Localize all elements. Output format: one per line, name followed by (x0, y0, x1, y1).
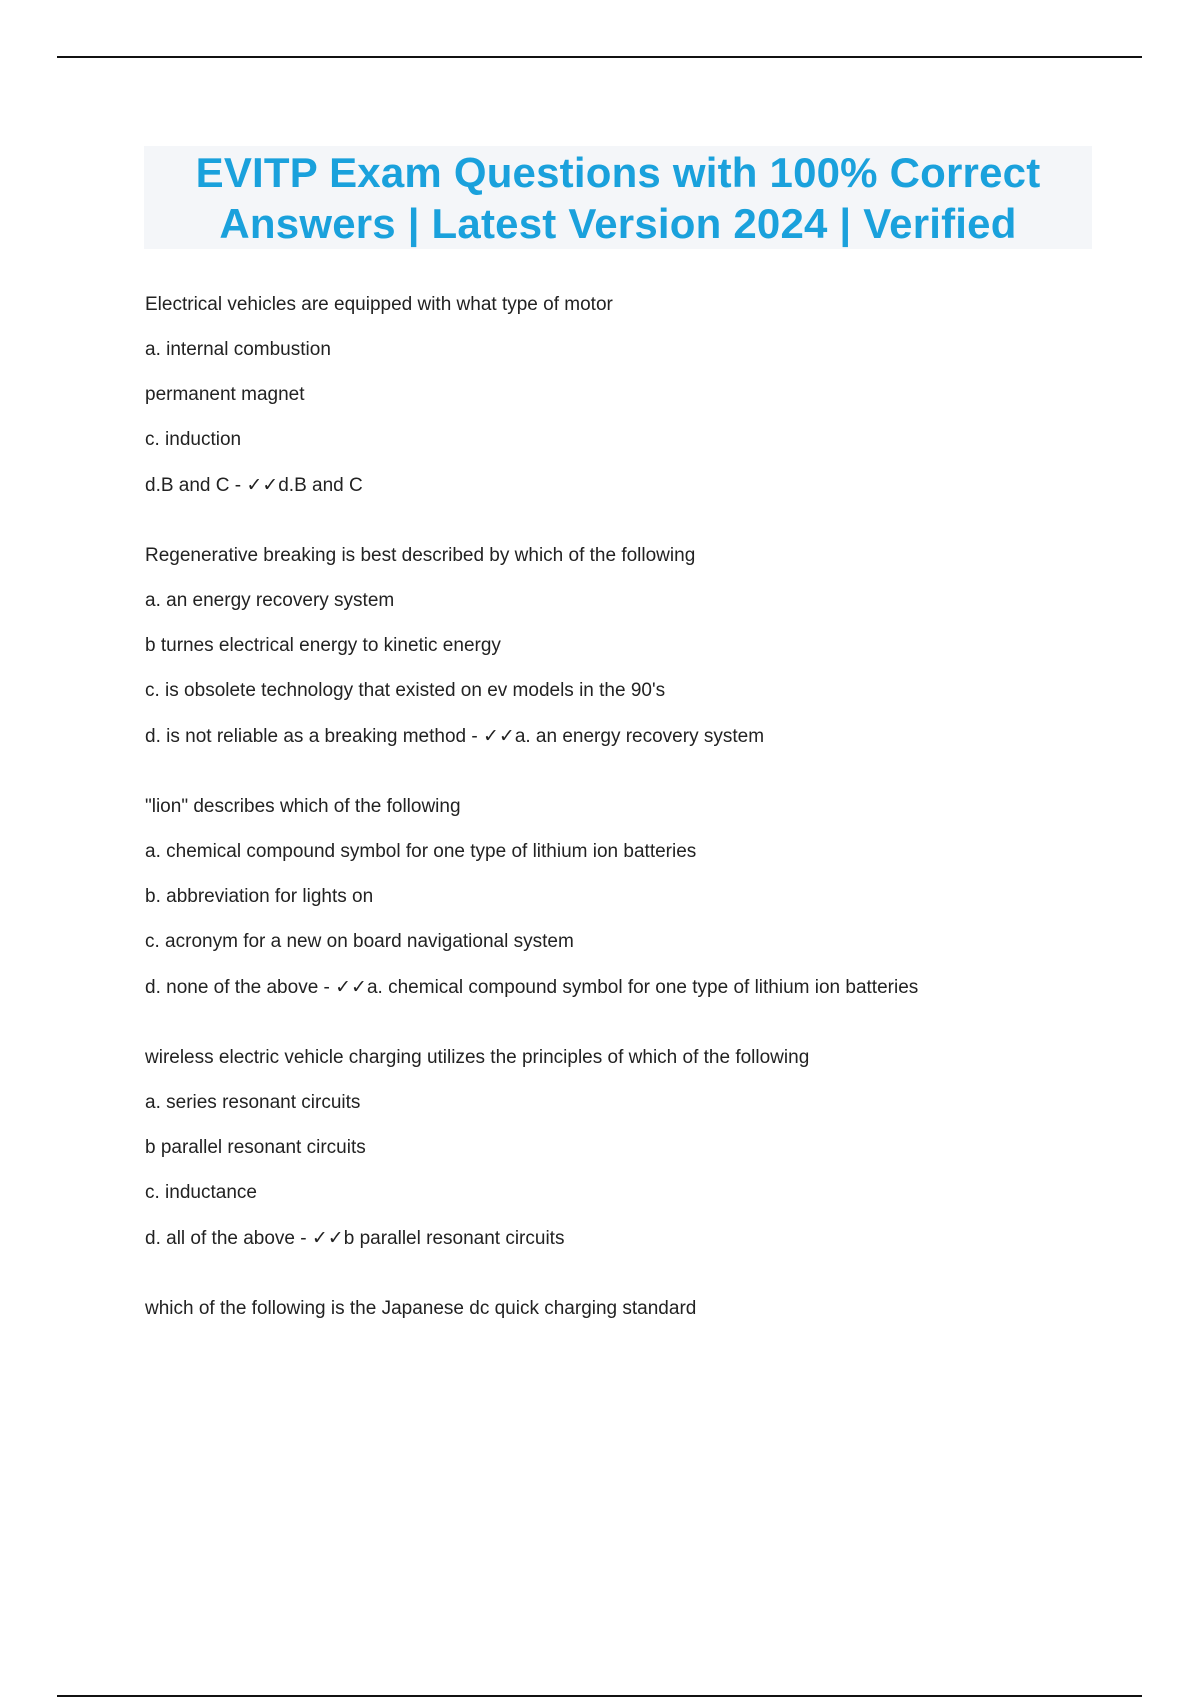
option-a: a. internal combustion (145, 339, 331, 360)
option-d-with-answer (145, 472, 1145, 499)
correct-answer: a. an energy recovery system (514, 726, 765, 747)
top-divider (57, 56, 1142, 58)
option-b: permanent magnet (145, 384, 305, 405)
option-d-with-answer (145, 723, 1145, 750)
option-c: c. acronym for a new on board navigational system (145, 931, 574, 952)
question-list (145, 292, 1145, 1366)
question-block (145, 543, 1145, 750)
option-a: a. an energy recovery system (145, 590, 395, 611)
question-block (145, 794, 1145, 1001)
option-a: a. series resonant circuits (145, 1092, 361, 1113)
check-mark-icon: ✓✓ (311, 1227, 344, 1249)
option-b: b turnes electrical energy to kinetic energy (145, 635, 501, 656)
correct-answer: d.B and C (278, 475, 363, 496)
option-c: c. is obsolete technology that existed on ev models in the 90's (145, 680, 666, 701)
question-text: wireless electric vehicle charging utilizes the principles of which of the following (145, 1047, 810, 1068)
question-block (145, 1045, 1145, 1252)
option-c: c. inductance (145, 1182, 257, 1203)
question-block (145, 292, 1145, 499)
correct-answer: a. chemical compound symbol for one type of lithium ion batteries (366, 977, 919, 998)
check-mark-icon: ✓✓ (335, 976, 367, 998)
option-d: d. none of the above - (145, 977, 336, 998)
title-banner (144, 146, 1092, 249)
option-c: c. induction (145, 429, 242, 450)
question-text: which of the following is the Japanese dc quick charging standard (145, 1298, 697, 1319)
bottom-divider (57, 1695, 1142, 1697)
question-block (145, 1296, 1145, 1322)
option-a: a. chemical compound symbol for one type of lithium ion batteries (145, 841, 697, 862)
option-d-with-answer (145, 1225, 1145, 1252)
correct-answer: b parallel resonant circuits (343, 1228, 565, 1249)
option-b: b parallel resonant circuits (145, 1137, 366, 1158)
question-text: "lion" describes which of the following (145, 796, 461, 817)
option-d: d. is not reliable as a breaking method - (145, 726, 483, 747)
question-text: Electrical vehicles are equipped with what type of motor (145, 294, 613, 315)
option-d-with-answer (145, 974, 1145, 1001)
check-mark-icon: ✓✓ (246, 474, 279, 496)
option-b: b. abbreviation for lights on (145, 886, 374, 907)
check-mark-icon: ✓✓ (482, 725, 515, 747)
document-title: EVITP Exam Questions with 100% Correct Answers | Latest Version 2024 | Verified (195, 148, 1041, 247)
question-text: Regenerative breaking is best described by which of the following (145, 545, 696, 566)
option-d: d.B and C - (145, 475, 247, 496)
option-d: d. all of the above - (145, 1228, 312, 1249)
